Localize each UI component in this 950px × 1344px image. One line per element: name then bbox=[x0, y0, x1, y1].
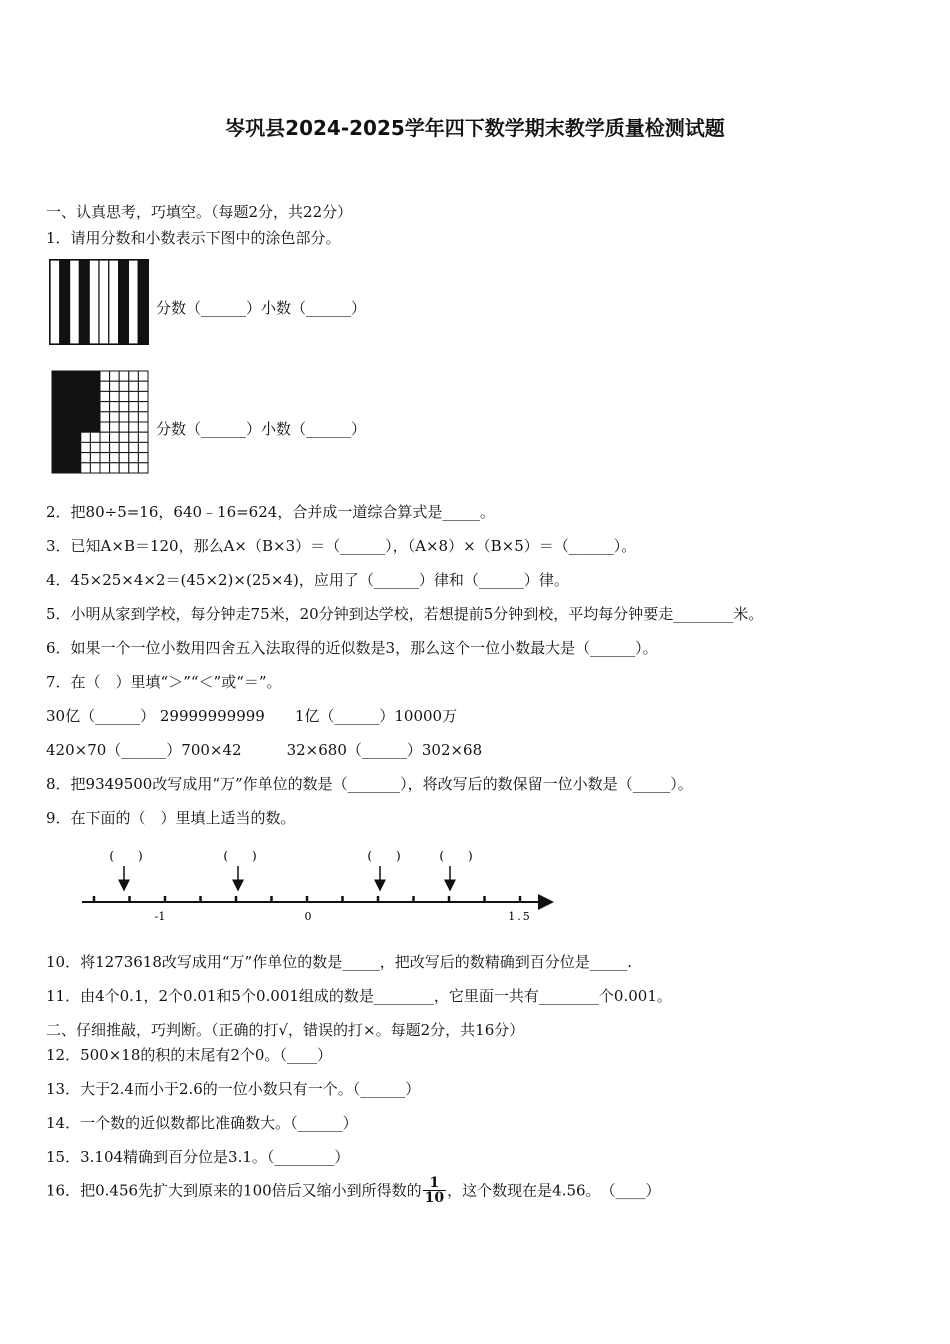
grid-cell bbox=[129, 412, 139, 422]
question-7-row-2: 420×70（______）700×42 32×680（______）302×68 bbox=[46, 741, 483, 759]
grid-cell bbox=[71, 402, 81, 412]
grid-cell bbox=[129, 402, 139, 412]
page-title: 岑巩县2024-2025学年四下数学期末教学质量检测试题 bbox=[225, 116, 725, 140]
grid-cell bbox=[90, 432, 100, 442]
grid-cell bbox=[129, 453, 139, 463]
fraction-numerator: 1 bbox=[423, 1176, 446, 1191]
grid-cell bbox=[119, 432, 129, 442]
grid-cell bbox=[110, 381, 120, 391]
grid-cell bbox=[138, 453, 148, 463]
question-13: 13．大于2.4而小于2.6的一位小数只有一个。（______） bbox=[46, 1080, 421, 1098]
grid-cell bbox=[62, 371, 72, 381]
section-heading-2: 二、仔细推敲，巧判断。（正确的打√，错误的打×。每题2分，共16分） bbox=[46, 1021, 525, 1039]
stripe-cell bbox=[89, 260, 99, 344]
question-16 bbox=[46, 1176, 661, 1205]
q1-answer-1[interactable]: 分数（______）小数（______） bbox=[156, 299, 367, 317]
grid-cell bbox=[100, 381, 110, 391]
grid-cell bbox=[100, 371, 110, 381]
question-10: 10．将1273618改写成用“万”作单位的数是_____，把改写后的数精确到百分位是_____. bbox=[46, 953, 632, 971]
grid-cell bbox=[71, 422, 81, 432]
number-line-blank[interactable]: ( ) bbox=[367, 849, 401, 863]
grid-cell bbox=[81, 391, 91, 401]
grid-cell bbox=[71, 442, 81, 452]
stripe-cell bbox=[128, 260, 138, 344]
question-5: 5．小明从家到学校，每分钟走75米，20分钟到达学校，若想提前5分钟到校，平均每分钟要走________米。 bbox=[46, 605, 764, 623]
question-9: 9．在下面的（ ）里填上适当的数。 bbox=[46, 809, 296, 827]
grid-cell bbox=[52, 453, 62, 463]
grid-cell bbox=[138, 463, 148, 473]
grid-cell bbox=[119, 442, 129, 452]
number-line-blank[interactable]: ( ) bbox=[109, 849, 143, 863]
grid-cell bbox=[52, 422, 62, 432]
grid-cell bbox=[129, 391, 139, 401]
question-7-row-1: 30亿（______） 29999999999 1亿（______）10000万 bbox=[46, 707, 458, 725]
grid-cell bbox=[71, 412, 81, 422]
grid-cell bbox=[81, 381, 91, 391]
grid-cell bbox=[62, 463, 72, 473]
q16-text-after: ，这个数现在是4.56。 （____） bbox=[447, 1181, 661, 1200]
grid-cell bbox=[119, 391, 129, 401]
grid-cell bbox=[71, 391, 81, 401]
grid-cell bbox=[129, 432, 139, 442]
question-12: 12．500×18的积的末尾有2个0。（____） bbox=[46, 1046, 332, 1064]
q1-answer-2[interactable]: 分数（______）小数（______） bbox=[156, 420, 367, 438]
grid-cell bbox=[62, 453, 72, 463]
grid-cell bbox=[90, 391, 100, 401]
grid-cell bbox=[62, 422, 72, 432]
grid-cell bbox=[71, 371, 81, 381]
stripe-cell bbox=[99, 260, 109, 344]
grid-cell bbox=[90, 412, 100, 422]
question-2: 2．把80÷5=16，640﹣16=624，合并成一道综合算式是_____。 bbox=[46, 503, 495, 521]
grid-cell bbox=[90, 442, 100, 452]
grid-cell bbox=[110, 391, 120, 401]
stripe-cell bbox=[70, 260, 80, 344]
grid-cell bbox=[110, 402, 120, 412]
stripe-cell bbox=[79, 260, 89, 344]
grid-cell bbox=[129, 442, 139, 452]
grid-cell bbox=[110, 412, 120, 422]
grid-cell bbox=[71, 463, 81, 473]
grid-cell bbox=[129, 422, 139, 432]
grid-cell bbox=[129, 381, 139, 391]
grid-cell bbox=[81, 453, 91, 463]
question-11: 11．由4个0.1，2个0.01和5个0.001组成的数是________，它里面一共有________个0.001。 bbox=[46, 987, 672, 1005]
grid-cell bbox=[62, 442, 72, 452]
figure-grid bbox=[50, 369, 152, 475]
grid-cell bbox=[81, 412, 91, 422]
grid-cell bbox=[110, 422, 120, 432]
q16-text-before: 16．把0.456先扩大到原来的100倍后又缩小到所得数的 bbox=[46, 1181, 422, 1200]
grid-cell bbox=[110, 371, 120, 381]
grid-cell bbox=[90, 463, 100, 473]
grid-cell bbox=[110, 442, 120, 452]
grid-cell bbox=[52, 442, 62, 452]
grid-cell bbox=[90, 371, 100, 381]
grid-cell bbox=[100, 463, 110, 473]
grid-cell bbox=[119, 422, 129, 432]
grid-cell bbox=[81, 463, 91, 473]
number-line bbox=[78, 842, 558, 924]
question-1: 1．请用分数和小数表示下图中的涂色部分。 bbox=[46, 229, 341, 247]
grid-cell bbox=[52, 371, 62, 381]
grid-cell bbox=[81, 402, 91, 412]
grid-cell bbox=[138, 402, 148, 412]
grid-cell bbox=[62, 412, 72, 422]
grid-cell bbox=[138, 391, 148, 401]
stripe-cell bbox=[109, 260, 119, 344]
grid-cell bbox=[138, 442, 148, 452]
grid-cell bbox=[62, 381, 72, 391]
grid-cell bbox=[62, 432, 72, 442]
grid-cell bbox=[52, 391, 62, 401]
grid-cell bbox=[119, 453, 129, 463]
grid-cell bbox=[138, 371, 148, 381]
grid-cell bbox=[100, 432, 110, 442]
grid-cell bbox=[81, 371, 91, 381]
grid-cell bbox=[138, 381, 148, 391]
grid-cell bbox=[71, 453, 81, 463]
grid-cell bbox=[81, 422, 91, 432]
nl-label-0: 0 bbox=[304, 910, 312, 923]
grid-cell bbox=[119, 463, 129, 473]
grid-cell bbox=[119, 412, 129, 422]
grid-cell bbox=[100, 412, 110, 422]
grid-cell bbox=[100, 422, 110, 432]
stripe-cell bbox=[50, 260, 60, 344]
question-6: 6．如果一个一位小数用四舍五入法取得的近似数是3，那么这个一位小数最大是（______）。 bbox=[46, 639, 658, 657]
question-15: 15．3.104精确到百分位是3.1。（________） bbox=[46, 1148, 350, 1166]
fraction-denominator: 10 bbox=[424, 1190, 445, 1206]
figure-stripes bbox=[48, 258, 150, 346]
grid-cell bbox=[81, 442, 91, 452]
grid-cell bbox=[62, 391, 72, 401]
grid-cell bbox=[52, 432, 62, 442]
grid-cell bbox=[119, 381, 129, 391]
grid-cell bbox=[138, 412, 148, 422]
grid-cell bbox=[119, 371, 129, 381]
stripe-cell bbox=[60, 260, 70, 344]
grid-cell bbox=[110, 432, 120, 442]
number-line-blank[interactable]: ( ) bbox=[223, 849, 257, 863]
grid-cell bbox=[90, 402, 100, 412]
grid-cell bbox=[138, 422, 148, 432]
grid-cell bbox=[100, 442, 110, 452]
question-4: 4．45×25×4×2＝(45×2)×(25×4)，应用了（______）律和（______）律。 bbox=[46, 571, 569, 589]
grid-cell bbox=[71, 432, 81, 442]
grid-cell bbox=[52, 463, 62, 473]
nl-label-1-5: 1.5 bbox=[508, 910, 532, 923]
stripe-cell bbox=[119, 260, 129, 344]
grid-cell bbox=[52, 402, 62, 412]
grid-cell bbox=[129, 371, 139, 381]
section-heading-1: 一、认真思考，巧填空。（每题2分，共22分） bbox=[46, 203, 353, 221]
question-3: 3．已知A×B＝120，那么A×（B×3）＝（______），（A×8）×（B×5）＝（______）。 bbox=[46, 537, 637, 555]
grid-cell bbox=[110, 463, 120, 473]
grid-cell bbox=[129, 463, 139, 473]
grid-cell bbox=[110, 453, 120, 463]
grid-cell bbox=[138, 432, 148, 442]
number-line-blank[interactable]: ( ) bbox=[439, 849, 473, 863]
question-7: 7．在（ ）里填“＞”“＜”或“＝”。 bbox=[46, 673, 282, 691]
grid-cell bbox=[100, 453, 110, 463]
grid-cell bbox=[119, 402, 129, 412]
grid-cell bbox=[90, 453, 100, 463]
grid-cell bbox=[52, 381, 62, 391]
grid-cell bbox=[100, 391, 110, 401]
grid-cell bbox=[71, 381, 81, 391]
grid-cell bbox=[90, 422, 100, 432]
grid-cell bbox=[81, 432, 91, 442]
grid-cell bbox=[52, 412, 62, 422]
grid-cell bbox=[90, 381, 100, 391]
fraction-one-tenth bbox=[423, 1176, 446, 1205]
question-8: 8．把9349500改写成用“万”作单位的数是（_______），将改写后的数保留一位小数是（_____）。 bbox=[46, 775, 693, 793]
grid-cell bbox=[100, 402, 110, 412]
stripe-cell bbox=[138, 260, 148, 344]
question-14: 14．一个数的近似数都比准确数大。（______） bbox=[46, 1114, 358, 1132]
grid-cell bbox=[62, 402, 72, 412]
nl-label-neg1: -1 bbox=[154, 910, 166, 923]
